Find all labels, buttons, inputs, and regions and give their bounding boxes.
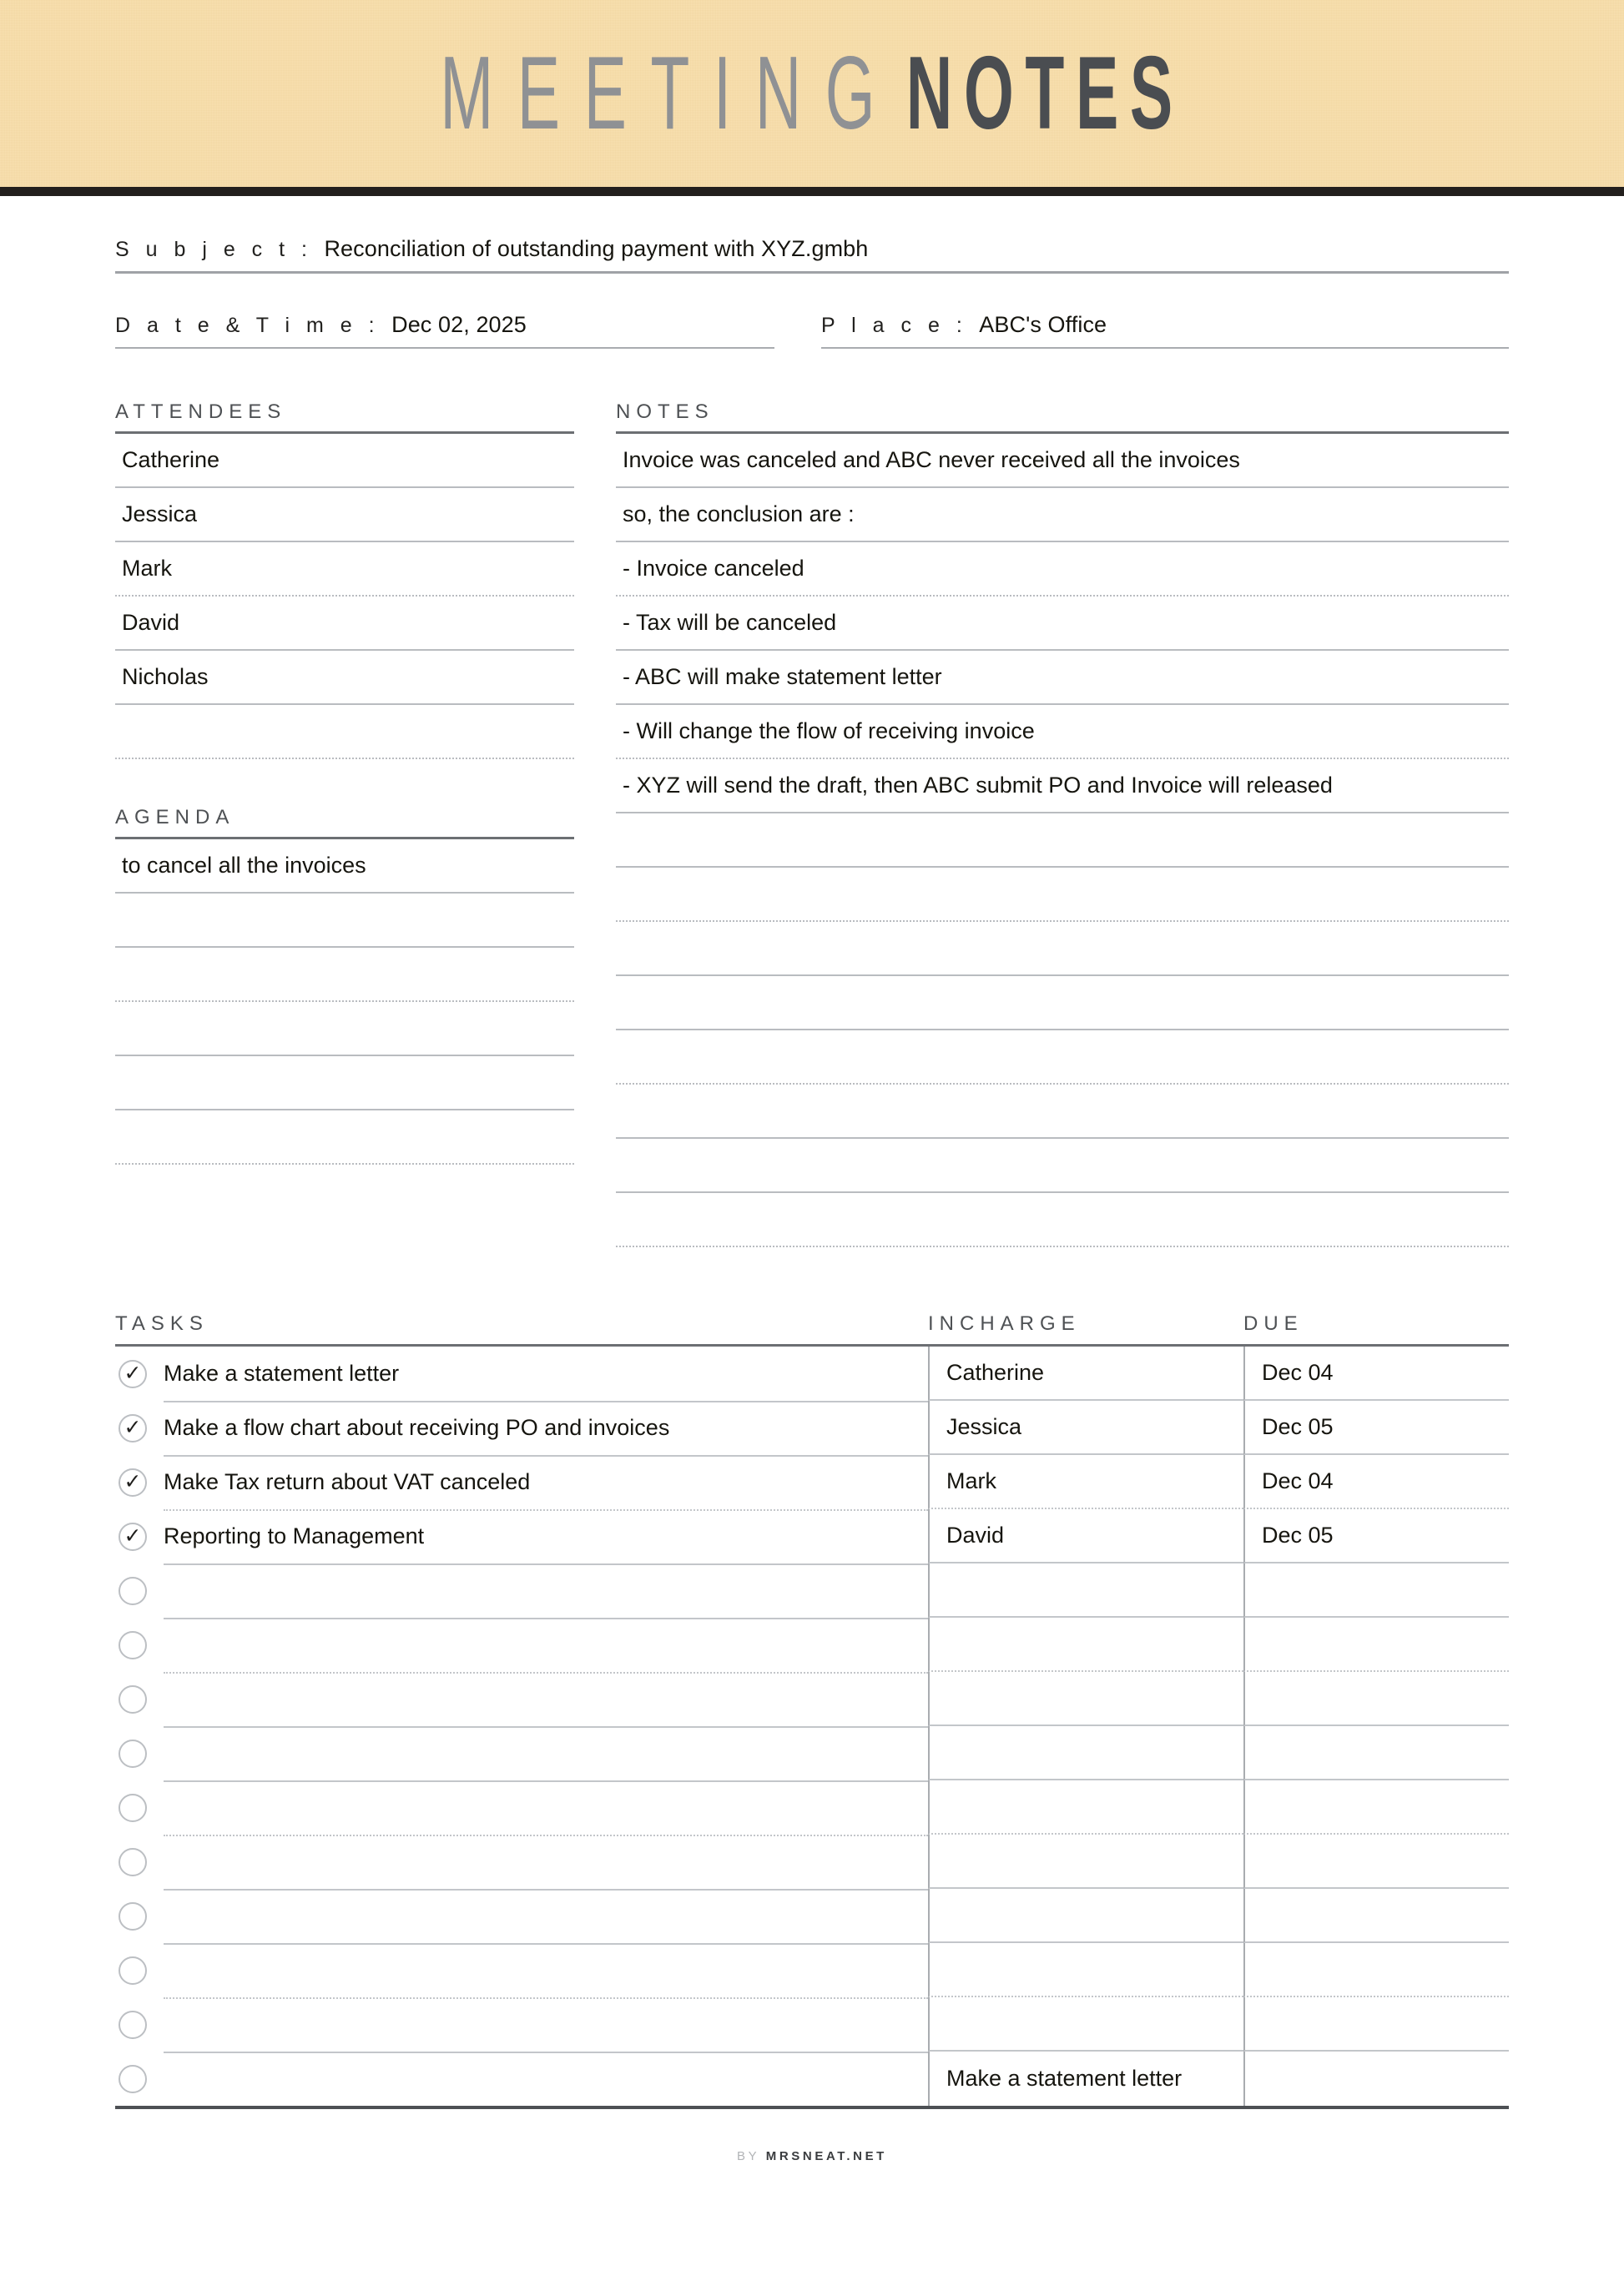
note-row[interactable] [616, 705, 1509, 759]
page-title [440, 34, 1184, 153]
column-header-incharge: INCHARGE [928, 1312, 1081, 1335]
task-cell[interactable] [115, 1347, 928, 1401]
incharge-cell[interactable] [928, 1780, 1243, 1835]
note-text: - Will change the flow of receiving invoice [623, 718, 1035, 743]
task-cell[interactable] [115, 1563, 928, 1618]
agenda-block [115, 806, 574, 1165]
task-cell[interactable] [115, 1455, 928, 1509]
header-divider [0, 187, 1624, 196]
note-row[interactable] [616, 1193, 1509, 1247]
table-row[interactable] [115, 1997, 1509, 2052]
attendee-text: David [122, 610, 180, 635]
due-cell[interactable] [1243, 1997, 1509, 2052]
left-column [115, 400, 574, 1247]
right-column [616, 400, 1509, 1247]
due-cell[interactable] [1243, 1455, 1509, 1509]
check-icon: ✓ [124, 1361, 142, 1385]
subject-row [115, 196, 1509, 274]
task-cell[interactable] [115, 1889, 928, 1943]
incharge-value: Mark [946, 1468, 996, 1493]
task-label: Reporting to Management [164, 1523, 425, 1548]
task-cell[interactable] [115, 1672, 928, 1726]
incharge-cell[interactable] [928, 1618, 1243, 1672]
incharge-cell[interactable] [928, 1509, 1243, 1563]
due-value: Dec 04 [1262, 1360, 1334, 1385]
agenda-item-text: to cancel all the invoices [122, 853, 366, 878]
middle-section [115, 349, 1509, 1247]
due-cell[interactable] [1243, 2052, 1509, 2106]
table-row[interactable] [115, 1401, 1509, 1455]
task-cell[interactable] [115, 2052, 928, 2106]
attendee-row[interactable] [115, 597, 574, 651]
due-cell[interactable] [1243, 1347, 1509, 1401]
task-cell[interactable] [115, 1618, 928, 1672]
note-text: - XYZ will send the draft, then ABC submit PO and Invoice will released [623, 773, 1333, 798]
attendee-row[interactable] [115, 651, 574, 705]
checkbox-empty-icon[interactable] [119, 1956, 147, 1985]
tasks-table-header [115, 1312, 1509, 1344]
due-cell[interactable] [1243, 1943, 1509, 1997]
note-row[interactable] [616, 542, 1509, 597]
checkbox-empty-icon[interactable] [119, 1794, 147, 1822]
attendees-heading: ATTENDEES [115, 400, 574, 434]
checkbox-empty-icon[interactable] [119, 2011, 147, 2039]
page-title-bold: NOTES [905, 36, 1184, 151]
agenda-heading: AGENDA [115, 806, 574, 839]
due-cell[interactable] [1243, 1618, 1509, 1672]
due-cell[interactable] [1243, 1563, 1509, 1618]
notes-list [616, 434, 1509, 1247]
incharge-cell[interactable] [928, 1726, 1243, 1780]
agenda-item-row[interactable] [115, 1056, 574, 1110]
checkbox-checked-icon[interactable] [119, 1360, 147, 1388]
table-row[interactable] [115, 1726, 1509, 1780]
incharge-cell[interactable] [928, 2052, 1243, 2106]
incharge-cell[interactable] [928, 1889, 1243, 1943]
agenda-item-row[interactable] [115, 1110, 574, 1165]
table-row[interactable] [115, 1347, 1509, 1401]
incharge-cell[interactable] [928, 1401, 1243, 1455]
date-column [115, 312, 774, 349]
date-label: D a t e & T i m e : [115, 314, 381, 337]
attendee-text: Jessica [122, 501, 198, 526]
attendee-text: Nicholas [122, 664, 209, 689]
note-row[interactable] [616, 1030, 1509, 1085]
task-cell[interactable] [115, 1835, 928, 1889]
due-cell[interactable] [1243, 1672, 1509, 1726]
check-icon: ✓ [124, 1415, 142, 1439]
page-footer [115, 2149, 1509, 2163]
agenda-list [115, 839, 574, 1165]
page-body [0, 196, 1624, 2163]
checkbox-empty-icon[interactable] [119, 1848, 147, 1876]
place-value[interactable]: ABC's Office [979, 312, 1107, 337]
due-cell[interactable] [1243, 1509, 1509, 1563]
note-row[interactable] [616, 651, 1509, 705]
task-label: Make Tax return about VAT canceled [164, 1469, 531, 1494]
tasks-table-bottom-rule [115, 2106, 1509, 2109]
attendee-row[interactable] [115, 705, 574, 759]
subject-value[interactable]: Reconciliation of outstanding payment with XYZ.gmbh [324, 236, 869, 261]
task-cell[interactable] [115, 1997, 928, 2052]
checkbox-checked-icon[interactable] [119, 1414, 147, 1443]
notes-heading: NOTES [616, 400, 1509, 434]
table-row[interactable] [115, 1889, 1509, 1943]
note-row[interactable] [616, 1139, 1509, 1193]
due-value: Dec 05 [1262, 1414, 1334, 1439]
note-text: Invoice was canceled and ABC never received all the invoices [623, 447, 1240, 472]
note-row[interactable] [616, 1085, 1509, 1139]
checkbox-empty-icon[interactable] [119, 1740, 147, 1768]
subject-field[interactable] [115, 236, 1509, 274]
checkbox-empty-icon[interactable] [119, 1902, 147, 1931]
note-row[interactable] [616, 868, 1509, 922]
attendee-row[interactable] [115, 542, 574, 597]
date-value[interactable]: Dec 02, 2025 [391, 312, 527, 337]
place-column [821, 312, 1509, 349]
table-row[interactable] [115, 1563, 1509, 1618]
note-row[interactable] [616, 922, 1509, 976]
check-icon: ✓ [124, 1469, 142, 1493]
note-text: so, the conclusion are : [623, 501, 855, 526]
tasks-section [115, 1247, 1509, 2109]
due-cell[interactable] [1243, 1401, 1509, 1455]
task-cell[interactable] [115, 1943, 928, 1997]
attendees-list [115, 434, 574, 759]
note-row[interactable] [616, 488, 1509, 542]
table-row[interactable] [115, 1509, 1509, 1563]
place-field[interactable] [821, 312, 1509, 349]
note-text: - Tax will be canceled [623, 610, 837, 635]
checkbox-empty-icon[interactable] [119, 1685, 147, 1714]
attendee-row[interactable] [115, 488, 574, 542]
task-cell[interactable] [115, 1780, 928, 1835]
page-header [0, 0, 1624, 187]
incharge-cell[interactable] [928, 1943, 1243, 1997]
incharge-cell[interactable] [928, 1672, 1243, 1726]
task-cell[interactable] [115, 1726, 928, 1780]
meta-row [115, 274, 1509, 349]
task-label: Make a flow chart about receiving PO and invoices [164, 1415, 670, 1440]
incharge-value: Jessica [946, 1414, 1022, 1439]
incharge-cell[interactable] [928, 1347, 1243, 1401]
table-row[interactable] [115, 1780, 1509, 1835]
due-cell[interactable] [1243, 1889, 1509, 1943]
due-cell[interactable] [1243, 1835, 1509, 1889]
incharge-value: Make a statement letter [946, 2066, 1183, 2091]
note-row[interactable] [616, 597, 1509, 651]
checkbox-checked-icon[interactable] [119, 1468, 147, 1497]
note-row[interactable] [616, 813, 1509, 868]
column-header-due: DUE [1243, 1312, 1304, 1335]
incharge-cell[interactable] [928, 1455, 1243, 1509]
footer-brand: MRSNEAT.NET [765, 2149, 887, 2163]
due-value: Dec 04 [1262, 1468, 1334, 1493]
incharge-cell[interactable] [928, 1997, 1243, 2052]
note-text: - ABC will make statement letter [623, 664, 942, 689]
table-row[interactable] [115, 1672, 1509, 1726]
attendee-row[interactable] [115, 434, 574, 488]
note-row[interactable] [616, 976, 1509, 1030]
checkbox-checked-icon[interactable] [119, 1523, 147, 1551]
task-cell[interactable] [115, 1509, 928, 1563]
due-value: Dec 05 [1262, 1523, 1334, 1548]
task-cell[interactable] [115, 1401, 928, 1455]
table-row[interactable] [115, 1455, 1509, 1509]
agenda-item-row[interactable] [115, 1002, 574, 1056]
incharge-cell[interactable] [928, 1563, 1243, 1618]
table-row[interactable] [115, 1943, 1509, 1997]
attendee-text: Catherine [122, 447, 220, 472]
checkbox-empty-icon[interactable] [119, 1631, 147, 1659]
due-cell[interactable] [1243, 1780, 1509, 1835]
table-row[interactable] [115, 2052, 1509, 2106]
incharge-cell[interactable] [928, 1835, 1243, 1889]
check-icon: ✓ [124, 1523, 142, 1548]
place-label: P l a c e : [821, 314, 968, 337]
incharge-value: David [946, 1523, 1005, 1548]
column-header-tasks: TASKS [115, 1312, 209, 1335]
tasks-table-body [115, 1347, 1509, 2106]
subject-label: S u b j e c t : [115, 238, 313, 261]
page-title-light: MEETING [440, 36, 900, 151]
date-field[interactable] [115, 312, 774, 349]
agenda-item-row[interactable] [115, 894, 574, 948]
attendee-text: Mark [122, 556, 172, 581]
checkbox-empty-icon[interactable] [119, 1577, 147, 1605]
note-row[interactable] [616, 434, 1509, 488]
agenda-item-row[interactable] [115, 839, 574, 894]
note-row[interactable] [616, 759, 1509, 813]
task-label: Make a statement letter [164, 1361, 400, 1386]
table-row[interactable] [115, 1618, 1509, 1672]
due-cell[interactable] [1243, 1726, 1509, 1780]
checkbox-empty-icon[interactable] [119, 2065, 147, 2093]
incharge-value: Catherine [946, 1360, 1045, 1385]
agenda-item-row[interactable] [115, 948, 574, 1002]
table-row[interactable] [115, 1835, 1509, 1889]
footer-by-label: BY [737, 2149, 759, 2163]
note-text: - Invoice canceled [623, 556, 804, 581]
